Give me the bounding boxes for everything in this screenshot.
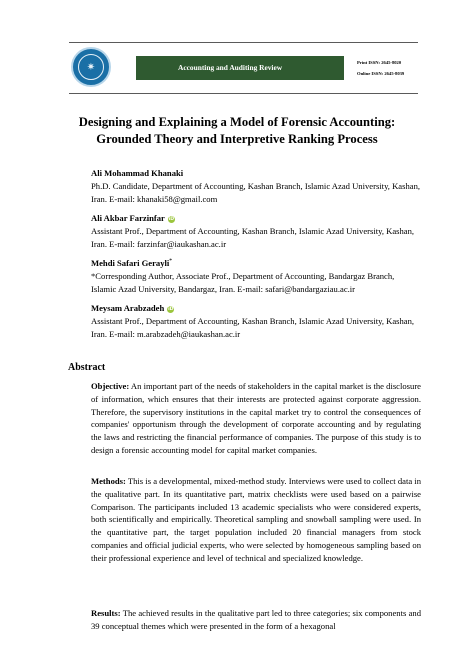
author-name bbox=[91, 303, 174, 313]
orcid-icon[interactable]: iD bbox=[168, 307, 174, 312]
print-issn: Print ISSN: 2645-8020 bbox=[357, 60, 402, 65]
abstract-heading: Abstract bbox=[68, 362, 106, 373]
corresponding-author-mark: * bbox=[169, 258, 173, 264]
methods-paragraph bbox=[91, 475, 421, 565]
journal-name-banner: Accounting and Auditing Review bbox=[136, 56, 344, 80]
author-affiliation: Assistant Prof., Department of Accounting, Kashan Branch, Islamic Azad University, Kashan, Iran. E-mail: farzinfar@iaukashan.ac.ir bbox=[91, 226, 415, 249]
results-paragraph bbox=[91, 607, 421, 633]
objective-paragraph bbox=[91, 380, 421, 457]
author-name-text: Meysam Arabzadeh bbox=[91, 303, 165, 313]
header-bottom-rule bbox=[69, 93, 418, 94]
orcid-icon[interactable]: iD bbox=[168, 217, 175, 222]
online-issn: Online ISSN: 2645-8039 bbox=[357, 71, 405, 76]
author-affiliation: Ph.D. Candidate, Department of Accounting, Kashan Branch, Islamic Azad University, Kashan, Iran. E-mail: khanaki58@gmail.com bbox=[91, 181, 421, 204]
paper-title: Designing and Explaining a Model of Forensic Accounting: Grounded Theory and Interpretive Ranking Process bbox=[78, 115, 396, 146]
methods-label: Methods: bbox=[91, 476, 126, 486]
results-text: The achieved results in the qualitative part led to three categories; six components and 39 conceptual themes which were presented in the form of a hexagonal bbox=[91, 608, 421, 631]
methods-text: This is a developmental, mixed-method study. Interviews were used to collect data in the qualitative part. In its quantitative part, matrix checklists were used based on a pairwise Comparison. The participants included 13 academic specialists who were considered experts, both scientifically and empirically. Theoretical sampling and snowball sampling were used. In the quantitative part, the target population included 20 financial managers from stock companies and official judicial experts, who were selected by homogeneous sampling based on their professional experience and level of technical and specialized knowledge. bbox=[91, 476, 421, 563]
results-label: Results: bbox=[91, 608, 121, 618]
objective-label: Objective: bbox=[91, 381, 130, 391]
logo-emblem-icon: ✷ bbox=[78, 54, 104, 80]
university-logo bbox=[71, 47, 111, 87]
author-affiliation: *Corresponding Author, Associate Prof., Department of Accounting, Bandargaz Branch, Islamic Azad University, Bandargaz, Iran. E-mail: safari@bandargaziau.ac.ir bbox=[91, 271, 395, 294]
author-name-text: Ali Mohammad Khanaki bbox=[91, 168, 184, 178]
author-name bbox=[91, 168, 183, 178]
header-top-rule bbox=[69, 42, 418, 43]
author-name-text: Ali Akbar Farzinfar bbox=[91, 213, 165, 223]
author-name-text: Mehdi Safari Gerayli bbox=[91, 258, 170, 268]
objective-text: An important part of the needs of stakeholders in the capital market is the disclosure of information, which ensures that their interests are protected against corporate aggression. Therefore, the supervisory institutions in the capital market try to control the consequences of companies' opportunism through the development of corporate accounting and by regulating the laws and restricting the financial performance of companies. The purpose of this study is to design a forensic accounting model for capital market companies. bbox=[91, 381, 421, 455]
author-name bbox=[91, 258, 172, 268]
author-affiliation: Assistant Prof., Department of Accounting, Kashan Branch, Islamic Azad University, Kashan, Iran. E-mail: m.arabzadeh@iaukashan.ac.ir bbox=[91, 316, 415, 339]
author-name bbox=[91, 213, 175, 223]
